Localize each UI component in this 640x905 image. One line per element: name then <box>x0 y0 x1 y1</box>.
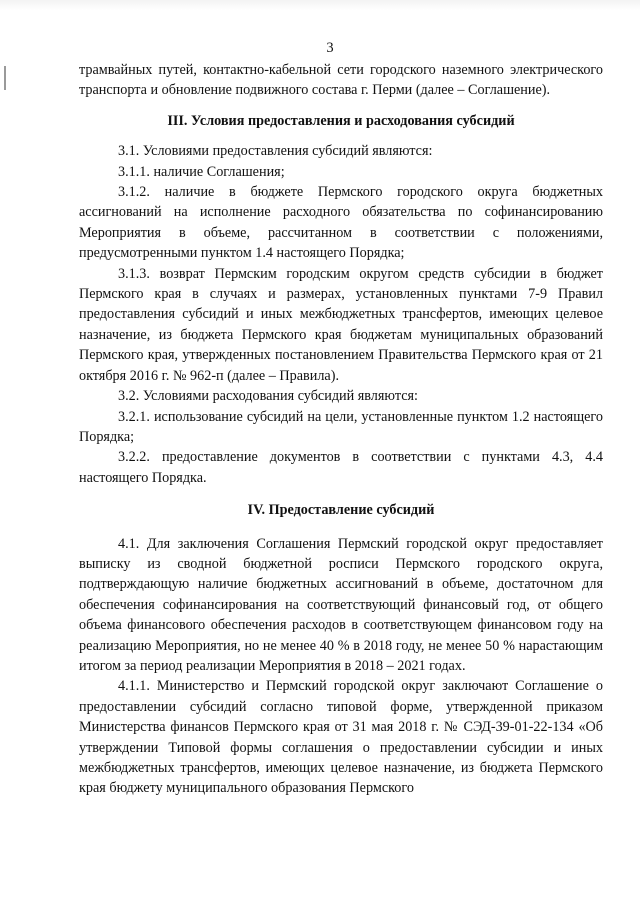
scan-artifact-line <box>224 0 310 4</box>
section-3-heading: III. Условия предоставления и расходования субсидий <box>167 112 515 129</box>
scan-artifact-line <box>84 0 204 4</box>
paragraph-3-1-1: 3.1.1. наличие Соглашения; <box>118 163 285 180</box>
paragraph-3-1-3: 3.1.3. возврат Пермским городским округом средств субсидии в бюджет Пермского края в случаях и размерах, установленных пунктами 7-9 Правил предоставления субсидий и иных межбюджетных трансфертов, имеющих целевое назначение, из бюджета Пермского края бюджетам муниципальных образований Пермского края, утвержденных постановлением Правительства Пермского края от 21 октября 2016 г. № 962-п (далее – Правила). <box>79 265 603 384</box>
lead-paragraph: трамвайных путей, контактно-кабельной сети городского наземного электрического транспорта и обновление подвижного состава г. Перми (далее – Соглашение). <box>79 62 603 99</box>
page-number: 3 <box>326 40 334 56</box>
paragraph-3-2-2: 3.2.2. предоставление документов в соответствии с пунктами 4.3, 4.4 настоящего Порядка. <box>79 449 603 486</box>
paragraph-3-2: 3.2. Условиями расходования субсидий являются: <box>118 388 418 405</box>
paragraph-4-1: 4.1. Для заключения Соглашения Пермский городской округ предоставляет выписку из сводной бюджетной росписи Пермского городского округа, подтверждающую наличие бюджетных ассигнований в объеме, достаточном для обеспечения софинансирования на соответствующий финансовый год, от общего объема финансового обеспечения расходов в соответствующем финансовом году на реализацию Мероприятия, но не менее 40 % в 2018 году, не менее 50 % нарастающим итогом за период реализации Мероприятия в 2018 – 2021 годах. <box>79 535 603 674</box>
scan-margin-mark <box>4 66 6 90</box>
paragraph-4-1-1: 4.1.1. Министерство и Пермский городской округ заключают Соглашение о предоставлении субсидий согласно типовой форме, утвержденной приказом Министерства финансов Пермского края от 31 мая 2018 г. № СЭД-39-01-22-134 «Об утверждении Типовой формы соглашения о предоставлении субсидии и иных межбюджетных трансфертов, имеющих целевое назначение, из бюджета Пермского края бюджету муниципального образования Пермского <box>79 678 603 797</box>
paragraph-3-1-2: 3.1.2. наличие в бюджете Пермского городского округа бюджетных ассигнований на исполнение расходного обязательства по софинансированию Мероприятия в объеме, рассчитанном в соответствии с положениями, предусмотренными пунктом 1.4 настоящего Порядка; <box>79 184 603 262</box>
scan-top-edge <box>0 0 640 10</box>
document-body <box>79 60 603 799</box>
paragraph-3-1: 3.1. Условиями предоставления субсидий являются: <box>118 143 433 160</box>
section-4-heading: IV. Предоставление субсидий <box>247 502 435 519</box>
paragraph-3-2-1: 3.2.1. использование субсидий на цели, установленные пунктом 1.2 настоящего Порядка; <box>79 408 603 445</box>
